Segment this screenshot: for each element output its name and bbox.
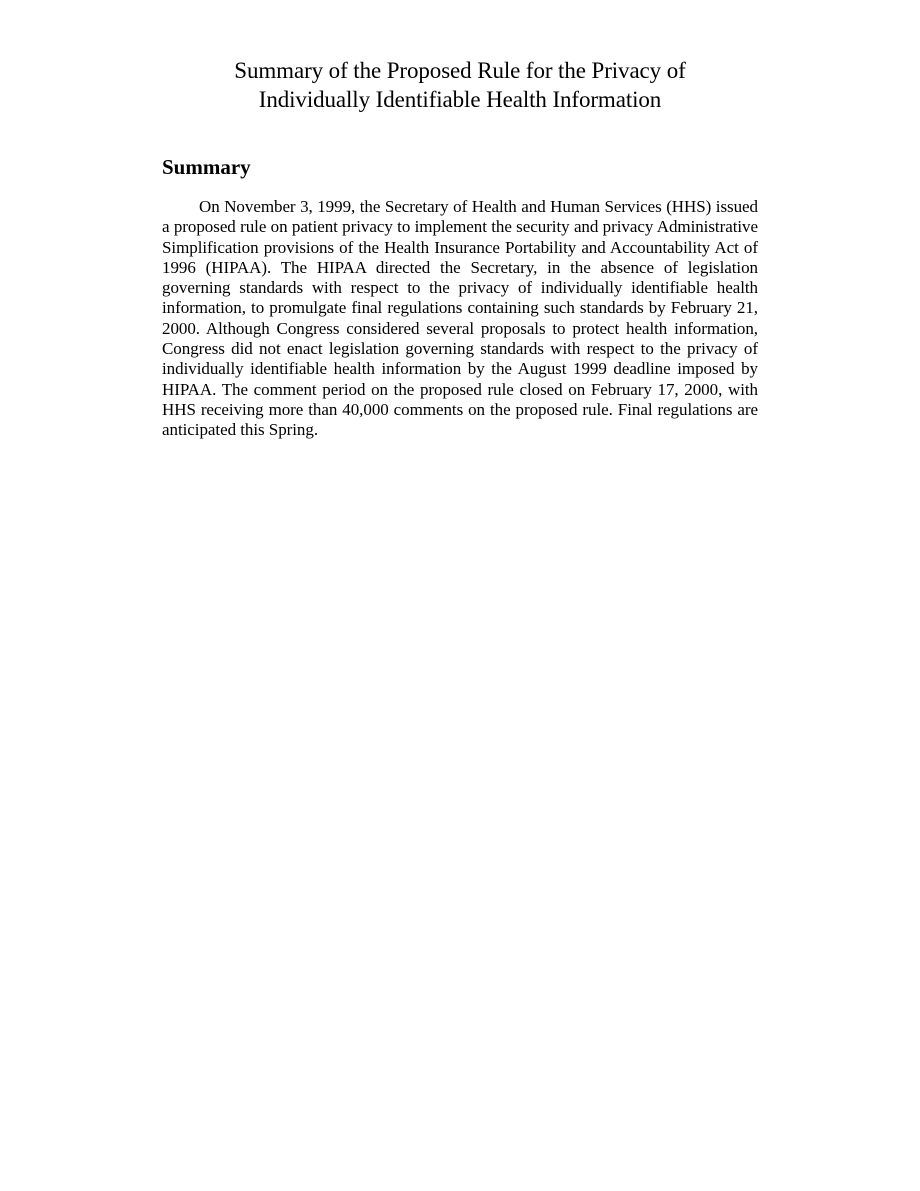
document-page <box>162 56 758 441</box>
section-heading-summary: Summary <box>162 155 251 179</box>
document-title-line-1: Summary of the Proposed Rule for the Privacy of <box>234 58 686 83</box>
document-title-line-2: Individually Identifiable Health Information <box>258 87 662 112</box>
document-title <box>162 56 758 114</box>
summary-paragraph: On November 3, 1999, the Secretary of Health and Human Services (HHS) issued a proposed rule on patient privacy to implement the security and privacy Administrative Simplification provisions of the Health Insurance Portability and Accountability Act of 1996 (HIPAA). The HIPAA directed the Secretary, in the absence of legislation governing standards with respect to the privacy of individually identifiable health information, to promulgate final regulations containing such standards by February 21, 2000. Although Congress considered several proposals to protect health information, Congress did not enact legislation governing standards with respect to the privacy of individually identifiable health information by the August 1999 deadline imposed by HIPAA. The comment period on the proposed rule closed on February 17, 2000, with HHS receiving more than 40,000 comments on the proposed rule. Final regulations are anticipated this Spring. <box>162 197 758 440</box>
